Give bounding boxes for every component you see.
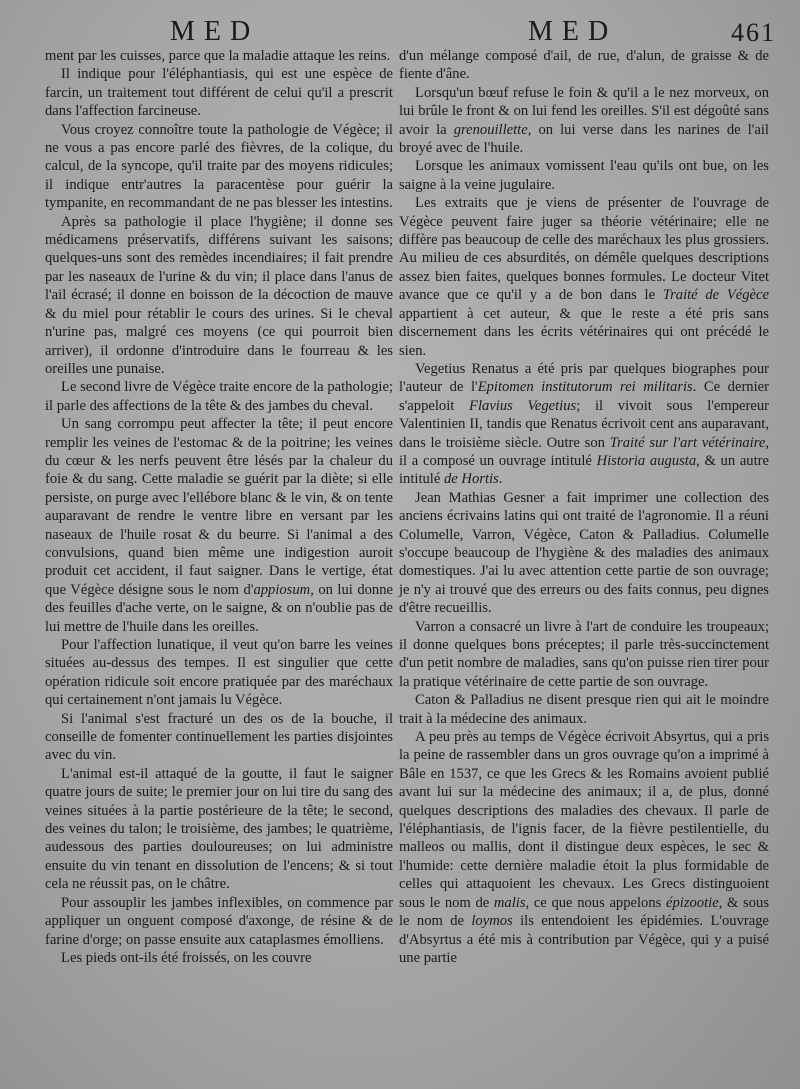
paragraph: Varron a consacré un livre à l'art de conduire les troupeaux; il donne quelques bons préceptes; il parle très-succinctement d'un petit nombre de maladies, sans qu'on puisse rien tirer pour la pratique vétérinaire de cette partie de son ouvrage.: [399, 618, 769, 690]
paragraph: Après sa pathologie il place l'hygiène; il donne ses médicamens préservatifs, différens suivant les saisons; quelques-uns sont des remèdes incendiaires; il fait prendre par les naseaux de l'urine & du vin; il place dans l'anus de l'ail écrasé; il donne en boisson de la décoction de mauve & du miel pour rétablir le cours des urines. Si le cheval n'urine pas, malgré ces moyens (ce qui pourroit bien arriver), il ordonne d'introduire dans le fourreau & les oreilles une punaise.: [45, 213, 393, 377]
paragraph: Vous croyez connoître toute la pathologie de Végèce; il ne vous a pas encore parlé des fièvres, de la colique, du calcul, de la syncope, qu'il traite par des moyens ridicules; il indique entr'autres la paracentèse pour guérir la tympanite, en recommandant de ne pas blesser les intestins.: [45, 121, 393, 212]
paragraph: Les pieds ont-ils été froissés, on les couvre: [61, 949, 312, 966]
paragraph: Jean Mathias Gesner a fait imprimer une collection des anciens écrivains latins qui ont traité de l'agronomie. Il a réuni Columelle, Varron, Végèce, Caton & Palladius. Columelle s'occupe beaucoup de l'hygiène & des maladies des animaux domestiques. J'ai lu avec attention cette partie de son ouvrage; je n'y ai trouvé que des erreurs ou des faits connus, peu dignes d'être recueillis.: [399, 489, 769, 617]
paragraph: Les extraits que je viens de présenter de l'ouvrage de Végèce peuvent faire juger sa théorie vétérinaire; elle ne diffère pas beaucoup de celle des maréchaux les plus grossiers. Au milieu de ces absurdités, on démêle quelques descriptions assez bien faites, quelques bonnes formules. Le docteur Vitet avance que ce qu'il y a de bon dans le Traité de Végèce appartient à cet auteur, & que le reste a été pris sans discernement dans les écrits vétérinaires qui ont précédé le sien.: [399, 195, 769, 359]
paragraph: Il indique pour l'éléphantiasis, qui est une espèce de farcin, un traitement tout différent de celui qu'il a prescrit dans l'affection farcineuse.: [45, 66, 393, 120]
paragraph: A peu près au temps de Végèce écrivoit Absyrtus, qui a pris la peine de rassembler dans un gros ouvrage qu'on a imprimé à Bâle en 1537, ce que les Grecs & les Romains avoient publié avant lui sur la médecine des animaux; il a, de plus, donné quelques descriptions des maladies des chevaux. Il parle de l'éléphantiasis, de l'ignis facer, de la fièvre pestilentielle, du malleos ou mallis, dont il distingue deux espèces, le sec & l'humide: cette dernière maladie étoit la plus formidable de celles qui attaquoient les chevaux. Les Grecs distinguoient sous le nom de malis, ce que nous appelons épizootie, & sous le nom de loymos ils entendoient les épidémies. L'ouvrage d'Absyrtus a été mis à contribution par Végèce, qui y a puisé une partie: [399, 729, 769, 966]
paragraph: Caton & Palladius ne disent presque rien qui ait le moindre trait à la médecine des animaux.: [399, 692, 769, 727]
left-column: [45, 47, 393, 967]
paragraph: Lorsqu'un bœuf refuse le foin & qu'il a le nez morveux, on lui brûle le front & on lui fend les oreilles. S'il est dégoûté sans avoir la grenouillette, on lui verse dans les narines de l'ail broyé avec de l'huile.: [399, 84, 769, 157]
running-head-left: MED: [170, 16, 260, 47]
paragraph: d'un mélange composé d'ail, de rue, d'alun, de graisse & de fiente d'âne.: [399, 48, 769, 83]
paragraph: Si l'animal s'est fracturé un des os de la bouche, il conseille de fomenter continuellement les parties disjointes avec du vin.: [45, 710, 393, 764]
paragraph: L'animal est-il attaqué de la goutte, il faut le saigner quatre jours de suite; le premier jour on lui tire du sang des veines situées à la partie postérieure de la tête; le second, des veines du talon; le troisième, des jambes; le quatrième, audessous des parties douloureuses; on lui administre ensuite du vin tenant en dissolution de l'encens; & si tout cela ne réussit pas, on le châtre.: [45, 765, 393, 893]
paragraph: Pour l'affection lunatique, il veut qu'on barre les veines situées au-dessus des tempes. Il est singulier que cette opération ridicule soit encore pratiquée par des maréchaux qui certainement n'ont jamais lu Végèce.: [45, 637, 393, 709]
paragraph: ment par les cuisses, parce que la maladie attaque les reins.: [45, 48, 391, 64]
page-number: 461: [731, 18, 776, 47]
paragraph: Lorsque les animaux vomissent l'eau qu'ils ont bue, on les saigne à la veine jugulaire.: [399, 158, 769, 193]
running-head-right: MED: [528, 16, 618, 47]
paragraph: Vegetius Renatus a été pris par quelques biographes pour l'auteur de l'Epitomen institutorum rei militaris. Ce dernier s'appeloit Flavius Vegetius; il vivoit sous l'empereur Valentinien II, tandis que Renatus écrivoit cent ans auparavant, dans le troisième siècle. Outre son Traité sur l'art vétérinaire, il a composé un ouvrage intitulé Historia augusta, & un autre intitulé de Hortis.: [399, 360, 770, 488]
running-head: [40, 12, 780, 46]
paragraph: Pour assouplir les jambes inflexibles, on commence par appliquer un onguent composé d'axonge, de résine & de farine d'orge; on passe ensuite aux cataplasmes émolliens.: [45, 894, 393, 948]
right-column: [399, 47, 769, 967]
paragraph: Le second livre de Végèce traite encore de la pathologie; il parle des affections de la tête & des jambes du cheval.: [45, 379, 393, 414]
paragraph: Un sang corrompu peut affecter la tête; il peut encore remplir les veines de l'estomac & de la poitrine; les veines du cœur & les nerfs peuvent être lésés par la chaleur du foie & du sang. Cette maladie se guérit par la diète; si elle persiste, on purge avec l'ellébore blanc & le vin, & on tente auparavant de rendre le ventre libre en versant par les naseaux de l'huile rosat & du beurre. Si l'animal a des convulsions, quand bien même une indigestion auroit produit cet accident, il faut saigner. Dans le vertige, état que Végèce désigne sous le nom d'appiosum, on lui donne des feuilles d'ache verte, on le saigne, & on n'oublie pas de lui mettre de l'huile dans les oreilles.: [45, 416, 393, 635]
